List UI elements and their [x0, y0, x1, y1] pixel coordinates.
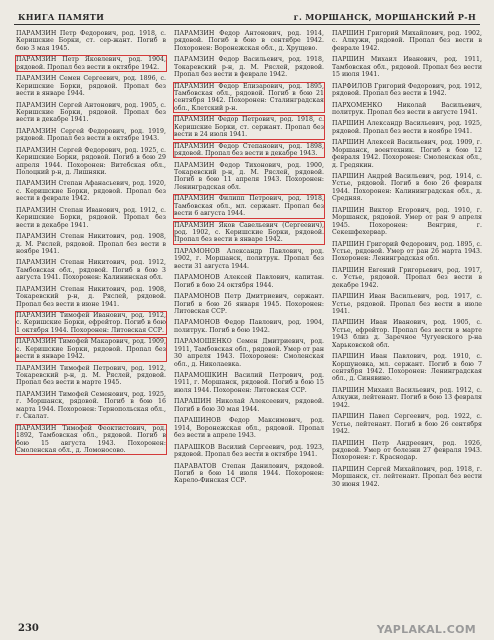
record-entry: ПАРАМЗИН Федор Васильевич, род. 1918, Токаревский р-н, д. М. Ряслей, рядовой. Пропал без вести в феврале 1942. — [174, 56, 324, 79]
record-entry: ПАРАШКОВ Василий Сергеевич, род. 1923, рядовой. Пропал без вести в октябре 1941. — [174, 443, 324, 458]
record-entry: ПАРАМЗИН Степан Никитович, род. 1908, Токаревский р-н, д. Ряслей, рядовой. Пропал без вести в июне 1941. — [16, 285, 166, 308]
highlighted-record-entry: ПАРАМЗИН Тимофей Феоктистович, род. 1892, Тамбовская обл., рядовой. Погиб в бою 15 августа 1943. Похоронен: Смоленская обл., д. Ломоносово. — [16, 424, 166, 454]
record-entry: ПАРХОМЕНКО Николай Васильевич, политрук. Пропал без вести в августе 1941. — [332, 101, 482, 116]
record-entry: ПАРАМЗИН Степан Афанасьевич, род. 1920, с. Керишские Борки, рядовой. Пропал без вести в феврале 1942. — [16, 180, 166, 203]
record-entry: ПАРАМЗИН Сергей Федорович, род. 1925, с. Керишские Борки, рядовой. Погиб в бою 29 апреля 1944. Похоронен: Витебская обл., Полоцкий р-н, д. Лишняки. — [16, 146, 166, 176]
record-entry: ПАРАМЗИН Тимофей Петрович, род. 1912, Токаревский р-н, д. М. Ряслей, рядовой. Пропал без вести в марте 1945. — [16, 364, 166, 387]
record-entry: ПАРШИН Алексей Васильевич, род. 1909, г. Моршанск, воентехник. Погиб в бою 12 февраля 1942. Похоронен: Смоленская обл., д. Гредякин. — [332, 139, 482, 169]
record-entry: ПАРШИН Андрей Васильевич, род. 1914, с. Устье, рядовой. Погиб в бою 26 февраля 1944. Похоронен: Калининградская обл., д. Средняя. — [332, 173, 482, 203]
text-column-1 — [16, 30, 166, 614]
record-entry: ПАРАМЗИН Федор Тихонович, род. 1900, Токаревский р-н, д. М. Ряслей, рядовой. Погиб в бою 11 апреля 1943. Похоронен: Ленинградская обл. — [174, 161, 324, 191]
page-number: 230 — [18, 623, 39, 634]
record-entry: ПАРАМЗИН Степан Никитович, род. 1912, Тамбовская обл., рядовой. Погиб в бою 3 августа 1941. Похоронен: Калининская обл. — [16, 259, 166, 282]
record-entry: ПАРАМОНОВ Федор Павлович, род. 1904, политрук. Погиб в бою 1942. — [174, 319, 324, 334]
record-entry: ПАРАМОШКИН Василий Петрович, род. 1911, г. Моршанск, рядовой. Погиб в бою 15 июля 1944. Похоронен: Литовская ССР. — [174, 372, 324, 394]
highlighted-record-entry: ПАРАМЗИН Тимофей Иванович, род. 1912, с. Керишские Борки, ефрейтор. Погиб в бою 1 октября 1944. Похоронен: Литовская ССР. — [16, 312, 166, 334]
record-entry: ПАРАШИН Николай Алексеевич, рядовой. Погиб в бою 30 мая 1944. — [174, 398, 324, 413]
record-entry: ПАРФИЛОВ Григорий Федорович, род. 1912, рядовой. Пропал без вести в 1942. — [332, 82, 482, 98]
header-location: г. МОРШАНСК, МОРШАНСКИЙ Р-Н — [293, 12, 476, 22]
record-entry: ПАРШИН Сергей Михайлович, род. 1918, г. Моршанск, ст. лейтенант. Пропал без вести 30 июня 1942. — [332, 465, 482, 488]
text-column-2 — [174, 30, 324, 614]
record-entry: ПАРШИН Виктор Егорович, род. 1910, г. Моршанск, рядовой. Умер от ран 9 апреля 1945. Похоронен: Венгрия, г. Секешфехервар. — [332, 206, 482, 236]
record-entry: ПАРАШИНОВ Федор Максимович, род. 1914, Воронежская обл., рядовой. Пропал без вести в апреле 1943. — [174, 417, 324, 440]
record-entry: ПАРАМЗИН Петр Федорович, род. 1918, с. Керишские Борки, ст. сер-жант. Погиб в бою 3 мая 1945. — [16, 30, 166, 52]
record-entry: ПАРШИН Михаил Иванович, род. 1911, Тамбовская обл., рядовой. Пропал без вести 15 июля 1941. — [332, 56, 482, 79]
page-header — [14, 10, 480, 25]
highlighted-record-entry: ПАРАМЗИН Филипп Петрович, род. 1918, Тамбовская обл., мл. сержант. Пропал без вести 6 августа 1944. — [174, 195, 324, 218]
record-entry: ПАРШИН Иван Васильевич, род. 1917, с. Устье, рядовой. Пропал без вести в июле 1941. — [332, 293, 482, 315]
record-entry: ПАРАМЗИН Сергей Федорович, род. 1919, рядовой. Пропал без вести в октябре 1943. — [16, 127, 166, 143]
record-entry: ПАРШИН Григорий Федорович, род. 1895, с. Устье, рядовой. Умер от ран 26 марта 1943. Похоронен: Ленинградская обл. — [332, 240, 482, 263]
record-entry: ПАРШИН Михаил Васильевич, род. 1912, с. Алкужи, лейтенант. Погиб в бою 13 февраля 1942. — [332, 386, 482, 409]
highlighted-record-entry: ПАРАМЗИН Яков Савельевич (Сергеевич), род. 1902, с. Керишские Борки, рядовой. Пропал без вести в январе 1942. — [174, 221, 324, 244]
record-entry: ПАРАМЗИН Семен Сергеевич, род. 1896, с. Керишские Борки, рядовой. Пропал без вести в январе 1944. — [16, 75, 166, 98]
record-entry: ПАРАМЗИН Сергей Антонович, род. 1905, с. Керишские Борки, рядовой. Пропал без вести в декабре 1941. — [16, 101, 166, 124]
record-entry: ПАРШИН Евгений Григорьевич, род. 1917, с. Устье, рядовой. Пропал без вести в декабре 1942. — [332, 266, 482, 289]
record-entry: ПАРШИН Иван Иванович, род. 1905, с. Устье, ефрейтор. Пропал без вести в марте 1943 близ д. Заречное Чугуевского р-на Харьковской обл. — [332, 319, 482, 349]
record-entry: ПАРАМЗИН Степан Никитович, род. 1908, д. М. Ряслей, рядовой. Пропал без вести в ноябре 1941. — [16, 233, 166, 255]
record-entry: ПАРАМОНОВ Александр Павлович, род. 1902, г. Моршанск, политрук. Пропал без вести 31 августа 1944. — [174, 247, 324, 270]
record-entry: ПАРАМЗИН Степан Иванович, род. 1912, с. Керишские Борки, рядовой. Пропал без вести в декабре 1941. — [16, 206, 166, 229]
highlighted-record-entry: ПАРАМЗИН Петр Яковлевич, род. 1904, рядовой. Пропал без вести в октябре 1942. — [16, 56, 166, 71]
record-entry: ПАРШИН Павел Сергеевич, род. 1922, с. Устье, лейтенант. Погиб в бою 26 сентября 1942. — [332, 413, 482, 435]
highlighted-record-entry: ПАРАМЗИН Федор Елизарович, род. 1895, Тамбовская обл., рядовой. Погиб в бою 21 сентября 1942. Похоронен: Сталинградская обл., Клетский р-н. — [174, 82, 324, 112]
watermark: YAPLAKAL.COM — [376, 623, 476, 636]
record-entry: ПАРАМЗИН Федор Антонович, род. 1914, рядовой. Погиб в бою в сентябре 1942. Похоронен: Воронежская обл., д. Хрущево. — [174, 30, 324, 52]
record-entry: ПАРШИН Иван Павлович, род. 1910, с. Коршуновка, мл. сержант. Погиб в бою 7 сентября 1942. Похоронен: Ленинградская обл., д. Синявино. — [332, 353, 482, 383]
text-column-3 — [332, 30, 482, 614]
record-entry: ПАРАМОНОВ Алексей Павлович, капитан. Погиб в бою 24 октября 1944. — [174, 274, 324, 289]
highlighted-record-entry: ПАРАМЗИН Федор Степанович, род. 1898, рядовой. Пропал без вести в декабре 1943. — [174, 142, 324, 158]
record-entry: ПАРШИН Петр Андреевич, род. 1926, рядовой. Умер от болезни 27 февраля 1943. Похоронен: г. Краснодар. — [332, 439, 482, 462]
highlighted-record-entry: ПАРАМЗИН Федор Петрович, род. 1918, с. Керишские Борки, ст. сержант. Пропал без вести в 24 июля 1941. — [174, 116, 324, 139]
record-entry: ПАРАВАТОВ Степан Данилович, рядовой. Погиб в бою 14 июля 1944. Похоронен: Карело-Финская ССР. — [174, 462, 324, 485]
header-book-title: КНИГА ПАМЯТИ — [18, 12, 105, 22]
highlighted-record-entry: ПАРАМЗИН Тимофей Макарович, род. 1909, с. Керишские Борки, рядовой. Пропал без вести в январе 1942. — [16, 338, 166, 361]
record-entry: ПАРШИН Григорий Михайлович, род. 1902, с. Алкужи, рядовой. Пропал без вести в феврале 1942. — [332, 30, 482, 52]
record-entry: ПАРАМЗИН Тимофей Семенович, род. 1925, г. Моршанск, рядовой. Погиб в бою 16 марта 1944. Похоронен: Тернопольская обл., г. Скалат. — [16, 390, 166, 421]
record-entry: ПАРАМОНОВ Петр Дмитриевич, сержант. Погиб в бою 26 января 1945. Похоронен: Литовская ССР. — [174, 293, 324, 315]
record-entry: ПАРШИН Александр Васильевич, род. 1925, рядовой. Пропал без вести в ноябре 1941. — [332, 120, 482, 135]
record-entry: ПАРАМОШЕНКО Семен Дмитриевич, род. 1911, Тамбовская обл., рядовой. Умер от ран 30 апреля 1943. Похоронен: Смоленская обл., д. Николаевка. — [174, 338, 324, 368]
